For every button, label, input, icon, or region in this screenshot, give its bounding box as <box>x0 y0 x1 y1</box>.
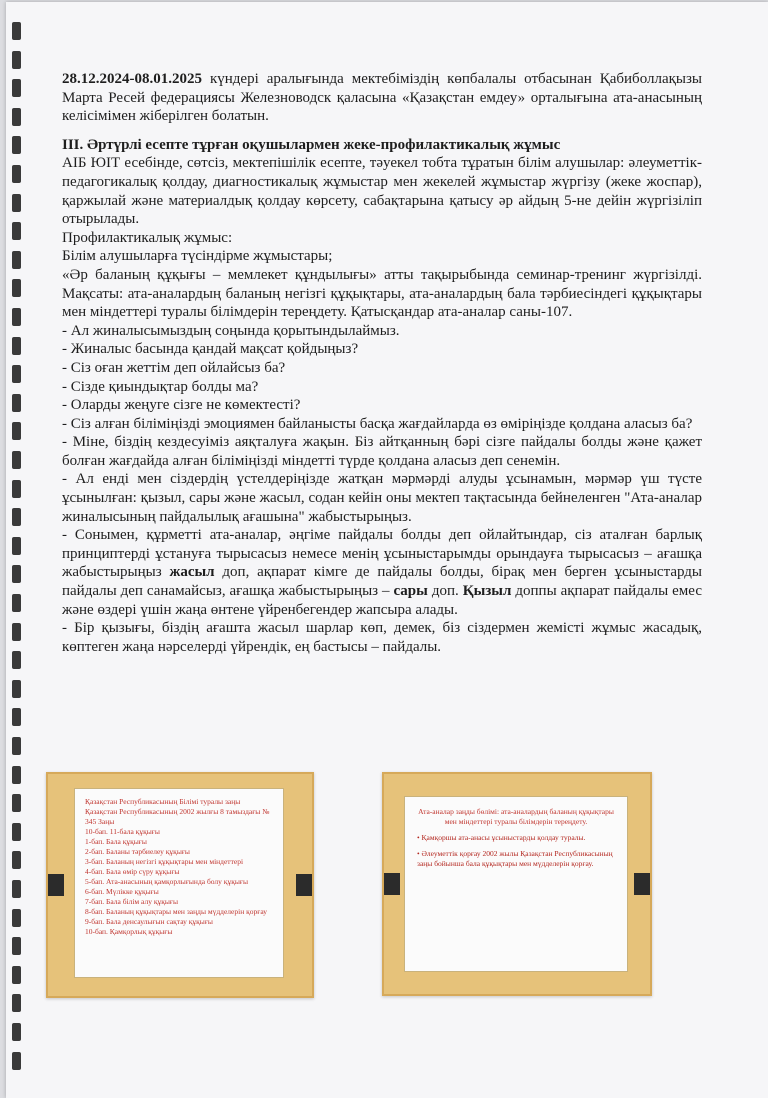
para-mine: - Міне, біздің кездесуіміз аяқталуға жақын. Біз айтқанның бәрі сізге пайдалы болды және қажет болған жағдайда алған біліміңізді міндетті түрде қолдана аласыз деп сенемін. <box>62 434 702 469</box>
poster-line: 10-бап. Қамқорлық құқығы <box>85 927 173 936</box>
word-green: жасыл <box>169 564 215 581</box>
binding-ring <box>12 737 21 755</box>
binding-ring <box>12 966 21 984</box>
binding-ring <box>12 79 21 97</box>
poster-heading: Ата-аналар заңды бөлімі: ата-аналардың баланың құқықтары мен міндеттері туралы білімдерін тереңдету. <box>418 807 614 826</box>
poster-bullet: • Әлеуметтік қорғау 2002 жылы Қазақстан Республикасының заңы бойынша бала құқықтары мен мүдделерін қорғау. <box>417 849 613 868</box>
poster-line: 3-бап. Баланың негізгі құқықтары мен міндеттері <box>85 857 244 866</box>
binding-ring <box>12 194 21 212</box>
poster-line: 8-бап. Баланың құқықтары мен заңды мүдделерін қорғау <box>85 907 268 916</box>
question-5: - Оларды жеңуге сізге не көмектесті? <box>62 397 301 414</box>
binding-ring <box>12 222 21 240</box>
section-text: АІБ ЮІТ есебінде, сөтсіз, мектепішілік есепте, тәуекел тобта тұратын білім алушылар: әлеуметтік-педагогикалық қолдау, диагностикалық жұмыстар мен жекелей жұмыстар жүргізу (жеке жоспар), қаржылай және материалдық қолдау көрсету, сабақтарына қатысу әр айдың 5-не дейін жүргізіліп отырылады. <box>62 155 702 228</box>
binding-ring <box>12 565 21 583</box>
question-2: - Жиналыс басында қандай мақсат қойдыңыз? <box>62 341 359 358</box>
binding-ring <box>12 651 21 669</box>
poster-bullet-text: Әлеуметтік қорғау 2002 жылы Қазақстан Республикасының заңы бойынша бала құқықтары мен мүдделерін қорғау. <box>417 849 613 868</box>
poster-line: 10-бап. 11-бала құқығы <box>85 827 160 836</box>
binding-ring <box>12 51 21 69</box>
binding-ring <box>12 165 21 183</box>
binding-ring <box>12 508 21 526</box>
binding-ring <box>12 451 21 469</box>
binding-ring <box>12 136 21 154</box>
thanks-part-4: доппы ақпарат пайдалы емес және өздері үшін жаңа өнтене үйренбегендер жапсыра алады. <box>62 583 702 618</box>
poster-bullet-text: Қамқоршы ата-анасы ұсыныстарды қолдау туралы. <box>421 833 586 842</box>
para-thanks <box>62 526 702 619</box>
thanks-part-1: - Сонымен, құрметті ата-аналар, әңгіме пайдалы болды деп ойлайтындар, сіз аталған барлық принциптерді ұстануға тырысасыз немесе менің ұсыныстарымды орындауға тырысасыз – ағашқа жабыстырыңыз <box>62 527 702 581</box>
question-1: - Ал жиналысымыздың соңында қорытындылаймыз. <box>62 322 400 339</box>
left-poster <box>46 772 314 998</box>
binding-ring <box>12 537 21 555</box>
binding-ring <box>12 766 21 784</box>
question-6: - Сіз алған біліміңізді эмоциямен байланысты басқа жағдайларда өз өміріңізде қолдана аласыз ба? <box>62 415 693 432</box>
binding-ring <box>12 994 21 1012</box>
thanks-part-3: доп. <box>427 583 463 600</box>
poster-clip <box>634 873 650 895</box>
poster-line: 9-бап. Бала денсаулығын сақтау құқығы <box>85 917 213 926</box>
binding-ring <box>12 337 21 355</box>
poster-line: Қазақстан Республикасының Білімі туралы заңы <box>85 797 241 806</box>
binding-ring <box>12 937 21 955</box>
binding-ring <box>12 480 21 498</box>
section-heading: ІІІ. Әртүрлі есепте тұрған оқушылармен жеке-профилактикалық жұмыс <box>62 136 561 153</box>
binding-ring <box>12 880 21 898</box>
seminar-text: «Әр баланың құқығы – мемлекет құндылығы» атты тақырыбында семинар-тренинг жүргізілді. Мақсаты: ата-аналардың баланың негізгі құқықтары, ата-аналардың бала тәрбиесіндегі құқықтары мен міндеттері туралы білімдерін тереңдету. Қатысқандар ата-аналар саны-107. <box>62 266 702 321</box>
spiral-binding <box>12 22 28 1082</box>
poster-line: 6-бап. Мүлікке құқығы <box>85 887 159 896</box>
binding-ring <box>12 279 21 297</box>
binding-ring <box>12 251 21 269</box>
document-page <box>6 2 768 1098</box>
poster-bullet: • Қамқоршы ата-анасы ұсыныстарды қолдау туралы. <box>417 833 586 842</box>
word-red: Қызыл <box>462 583 512 600</box>
binding-ring <box>12 108 21 126</box>
left-poster-sheet <box>74 788 284 978</box>
binding-ring <box>12 365 21 383</box>
question-3: - Сіз оған жеттім деп ойлайсыз ба? <box>62 359 286 376</box>
prof-label: Профилактикалық жұмыс: <box>62 229 233 246</box>
poster-clip <box>384 873 400 895</box>
thanks-part-2: доп, ақпарат кімге де пайдалы болды, бірақ мен берген ұсыныстарды пайдалы деп санамайсыз, ағашқа жабыстырыңыз – <box>62 564 702 600</box>
right-poster <box>382 772 652 996</box>
intro-paragraph <box>62 70 702 126</box>
binding-ring <box>12 394 21 412</box>
poster-line: Қазақстан Республикасының 2002 жылғы 8 тамыздағы № 345 Заңы <box>85 807 270 826</box>
binding-ring <box>12 308 21 326</box>
poster-line: 1-бап. Бала құқығы <box>85 837 147 846</box>
date-range: 28.12.2024-08.01.2025 <box>62 71 202 87</box>
word-yellow: сары <box>393 583 428 600</box>
poster-line: 2-бап. Баланы тәрбиелеу құқығы <box>85 847 190 856</box>
binding-ring <box>12 422 21 440</box>
poster-line: 7-бап. Бала білім алу құқығы <box>85 897 179 906</box>
binding-ring <box>12 1052 21 1070</box>
poster-clip <box>48 874 64 896</box>
binding-ring <box>12 594 21 612</box>
binding-ring <box>12 909 21 927</box>
intro-text: күндері аралығында мектебіміздің көпбалалы отбасынан Қабиболлақызы Марта Ресей федерациясы Железноводск қаласына «Қазақстан емдеу» орталығына ата-анасының келісімімен жіберілген болатын. <box>62 71 702 125</box>
poster-clip <box>296 874 312 896</box>
binding-ring <box>12 851 21 869</box>
para-marble: - Ал енді мен сіздердің үстелдеріңізде жатқан мәрмәрді алуды ұсынамын, мәрмәр үш түсте ұсынылған: қызыл, сары және жасыл, содан кейін оны мектеп тақтасында бейнеленген "Ата-аналар жиналысының пайдалылық ағашына" жабыстырыңыз. <box>62 471 702 525</box>
page-content <box>62 70 702 656</box>
binding-ring <box>12 680 21 698</box>
binding-ring <box>12 823 21 841</box>
binding-ring <box>12 708 21 726</box>
binding-ring <box>12 22 21 40</box>
question-4: - Сізде қиындықтар болды ма? <box>62 378 259 395</box>
binding-ring <box>12 1023 21 1041</box>
poster-line: 5-бап. Ата-анасының қамқорлығында болу құқығы <box>85 877 248 886</box>
right-poster-sheet <box>404 796 628 972</box>
explain-label: Білім алушыларға түсіндірме жұмыстары; <box>62 248 333 265</box>
binding-ring <box>12 794 21 812</box>
para-final: - Бір қызығы, біздің ағашта жасыл шарлар көп, демек, біз сіздермен жемісті жұмыс жасадық, көптеген жаңа нәрселерді үйрендік, ең бастысы – пайдалы. <box>62 620 702 655</box>
poster-line: 4-бап. Бала өмір сүру құқығы <box>85 867 180 876</box>
binding-ring <box>12 623 21 641</box>
